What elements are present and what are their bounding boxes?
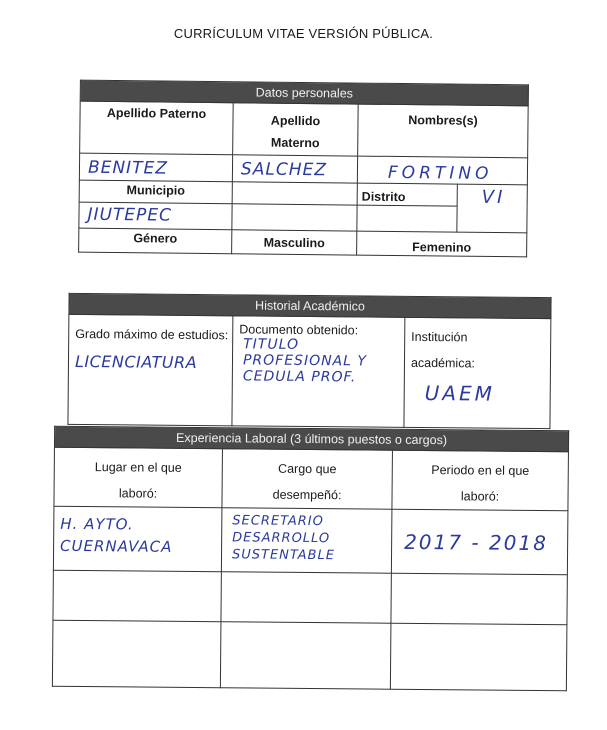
value-documento: TITULO PROFESIONAL Y CEDULA PROF.	[242, 336, 368, 386]
documento-cell[interactable]	[232, 316, 405, 427]
personal-data-table	[78, 80, 529, 258]
academic-history-table	[67, 293, 551, 429]
label-municipio: Municipio	[79, 180, 232, 204]
page-title: CURRÍCULUM VITAE VERSIÓN PÚBLICA.	[173, 26, 434, 41]
label-apellido-materno: Apellido Materno	[233, 103, 359, 156]
work-experience-header: Experiencia Laboral (3 últimos puestos o cargos)	[54, 426, 568, 451]
institucion-cell[interactable]	[404, 317, 551, 428]
row-1-lugar[interactable]: H. AYTO. CUERNAVACA	[53, 506, 222, 571]
label-periodo: Periodo en el que laboró:	[392, 450, 569, 511]
row-1-periodo[interactable]: 2017 - 2018	[391, 509, 568, 575]
label-institucion: Institución académica:	[410, 329, 475, 371]
row-3-periodo[interactable]	[390, 623, 567, 691]
label-nombres: Nombres(s)	[358, 104, 529, 158]
row-3-cargo[interactable]	[220, 622, 391, 689]
value-grado: LICENCIATURA	[74, 351, 198, 373]
value-municipio[interactable]: JIUTEPEC	[79, 202, 232, 230]
row-2-cargo[interactable]	[221, 572, 391, 623]
label-femenino[interactable]: Femenino	[357, 231, 527, 257]
row-2-periodo[interactable]	[391, 573, 567, 625]
label-lugar: Lugar en el que laboró:	[54, 447, 223, 507]
label-grado: Grado máximo de estudios:	[75, 326, 229, 343]
table-row	[53, 570, 567, 624]
label-documento: Documento obtenido:	[239, 322, 359, 338]
value-distrito[interactable]: VI	[457, 184, 528, 233]
row-3-lugar[interactable]	[52, 620, 221, 687]
label-distrito: Distrito	[357, 183, 457, 206]
grado-cell[interactable]	[68, 314, 233, 425]
value-nombres[interactable]: FORTINO	[357, 156, 527, 185]
personal-data-header: Datos personales	[80, 80, 528, 106]
label-masculino[interactable]: Masculino	[232, 230, 357, 255]
row-1-cargo[interactable]: SECRETARIO DESARROLLO SUSTENTABLE	[221, 508, 392, 573]
table-row	[52, 620, 567, 690]
value-apellido-materno[interactable]: SALCHEZ	[232, 155, 357, 183]
table-row	[53, 506, 568, 574]
work-experience-table	[52, 426, 569, 691]
label-apellido-paterno: Apellido Paterno	[80, 101, 234, 155]
academic-history-header: Historial Académico	[69, 293, 551, 318]
value-institucion: UAEM	[424, 381, 496, 406]
value-apellido-paterno[interactable]: BENITEZ	[79, 153, 232, 182]
label-cargo: Cargo que desempeñó:	[222, 449, 393, 509]
label-genero: Género	[79, 228, 232, 254]
row-2-lugar[interactable]	[53, 570, 221, 621]
